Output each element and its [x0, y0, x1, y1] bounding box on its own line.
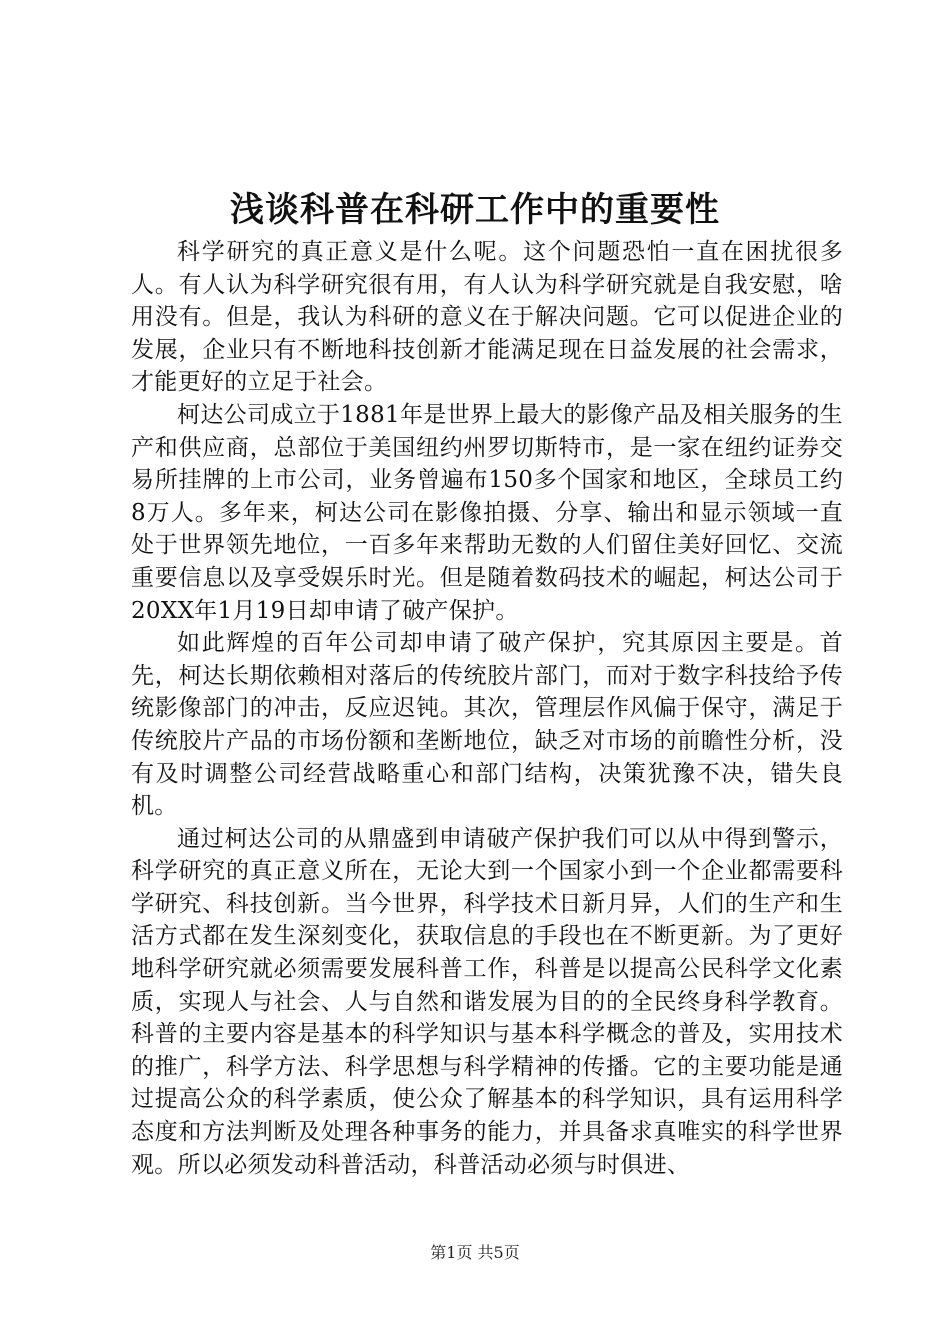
paragraph-1: 科学研究的真正意义是什么呢。这个问题恐怕一直在困扰很多人。有人认为科学研究很有用，有人认为科学研究就是自我安慰，啥用没有。但是，我认为科研的意义在于解决问题。它可以促进企业的发展，企业只有不断地科技创新才能满足现在日益发展的社会需求，才能更好的立足于社会。: [131, 239, 843, 396]
paragraph-4: 通过柯达公司的从鼎盛到申请破产保护我们可以从中得到警示，科学研究的真正意义所在，无论大到一个国家小到一个企业都需要科学研究、科技创新。当今世界，科学技术日新月异，人们的生产和生活方式都在发生深刻变化，获取信息的手段也在不断更新。为了更好地科学研究就必须需要发展科普工作，科普是以提高公民科学文化素质，实现人与社会、人与自然和谐发展为目的的全民终身科学教育。科普的主要内容是基本的科学知识与基本科学概念的普及，实用技术的推广，科学方法、科学思想与科学精神的传播。它的主要功能是通过提高公众的科学素质，使公众了解基本的科学知识，具有运用科学态度和方法判断及处理各种事务的能力，并具备求真唯实的科学世界观。所以必须发动科普活动，科普活动必须与时俱进、: [131, 825, 843, 1178]
document-title: 浅谈科普在科研工作中的重要性: [230, 190, 720, 230]
paragraph-3: 如此辉煌的百年公司却申请了破产保护，究其原因主要是。首先，柯达长期依赖相对落后的传统胶片部门，而对于数字科技给予传统影像部门的冲击，反应迟钝。其次，管理层作风偏于保守，满足于传统胶片产品的市场份额和垄断地位，缺乏对市场的前瞻性分析，没有及时调整公司经营战略重心和部门结构，决策犹豫不决，错失良机。: [131, 630, 843, 820]
page-number-footer: 第1页 共5页: [430, 1243, 520, 1262]
paragraph-2: 柯达公司成立于1881年是世界上最大的影像产品及相关服务的生产和供应商，总部位于美国纽约州罗切斯特市，是一家在纽约证券交易所挂牌的上市公司，业务曾遍布150多个国家和地区，全球员工约8万人。多年来，柯达公司在影像拍摄、分享、输出和显示领域一直处于世界领先地位，一百多年来帮助无数的人们留住美好回忆、交流重要信息以及享受娱乐时光。但是随着数码技术的崛起，柯达公司于20XX年1月19日却申请了破产保护。: [131, 401, 843, 624]
document-body: [131, 236, 843, 1181]
